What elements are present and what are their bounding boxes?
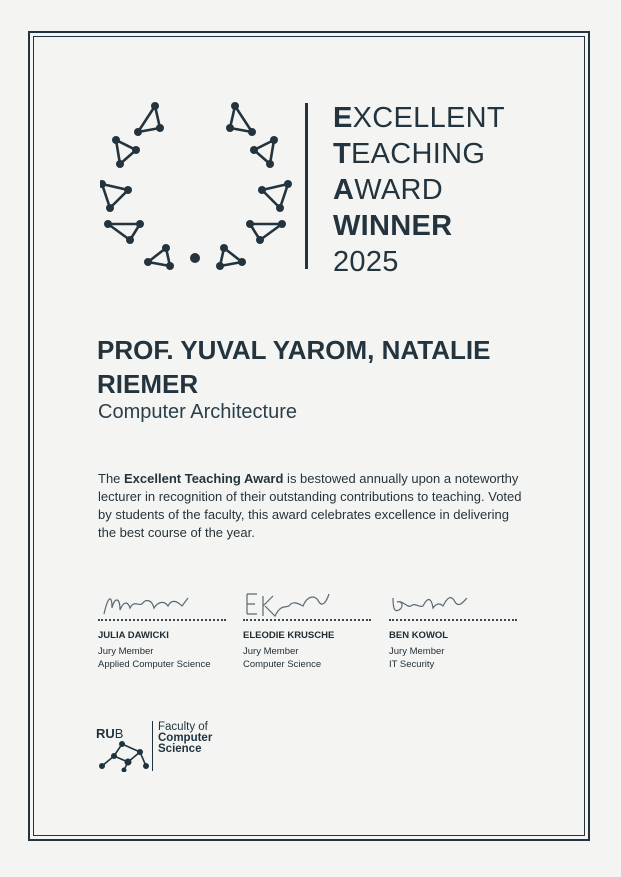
- jury-role: Jury Member: [243, 646, 299, 657]
- triangle-wreath-emblem: [100, 98, 300, 276]
- logo-divider: [152, 721, 153, 771]
- award-year: 2025: [333, 246, 399, 278]
- award-title: [333, 100, 505, 280]
- recipient-names: PROF. YUVAL YAROM, NATALIE RIEMER: [97, 335, 491, 399]
- jury-name: ELEODIE KRUSCHE: [243, 630, 335, 641]
- jury-department: IT Security: [389, 659, 435, 670]
- rub-wordmark: RUB: [96, 726, 124, 741]
- signature-ben-kowol: [389, 588, 519, 620]
- award-description: The Excellent Teaching Award is bestowed annually upon a noteworthy lecturer in recognition of their outstanding contributions to teaching. Voted by students of the faculty, this award celebrates excellence in delivering the best course of the year.: [98, 471, 522, 540]
- jury-department: Applied Computer Science: [98, 659, 211, 670]
- signature-eleodie-krusche: [243, 588, 373, 620]
- network-graph-icon: [98, 740, 150, 772]
- award-winner: WINNER: [333, 210, 453, 242]
- faculty-name: Faculty of Computer Science: [158, 721, 213, 755]
- jury-role: Jury Member: [389, 646, 445, 657]
- signature-julia-dawicki: [98, 588, 228, 620]
- jury-role: Jury Member: [98, 646, 154, 657]
- award-line-1: EXCELLENT: [333, 102, 505, 134]
- award-line-2: TEACHING: [333, 138, 486, 170]
- jury-name: JULIA DAWICKI: [98, 630, 169, 641]
- title-divider: [305, 103, 308, 269]
- award-line-3: AWARD: [333, 174, 443, 206]
- jury-name: BEN KOWOL: [389, 630, 449, 641]
- faculty-logo: [96, 718, 226, 774]
- course-title: Computer Architecture: [98, 401, 297, 423]
- jury-department: Computer Science: [243, 659, 322, 670]
